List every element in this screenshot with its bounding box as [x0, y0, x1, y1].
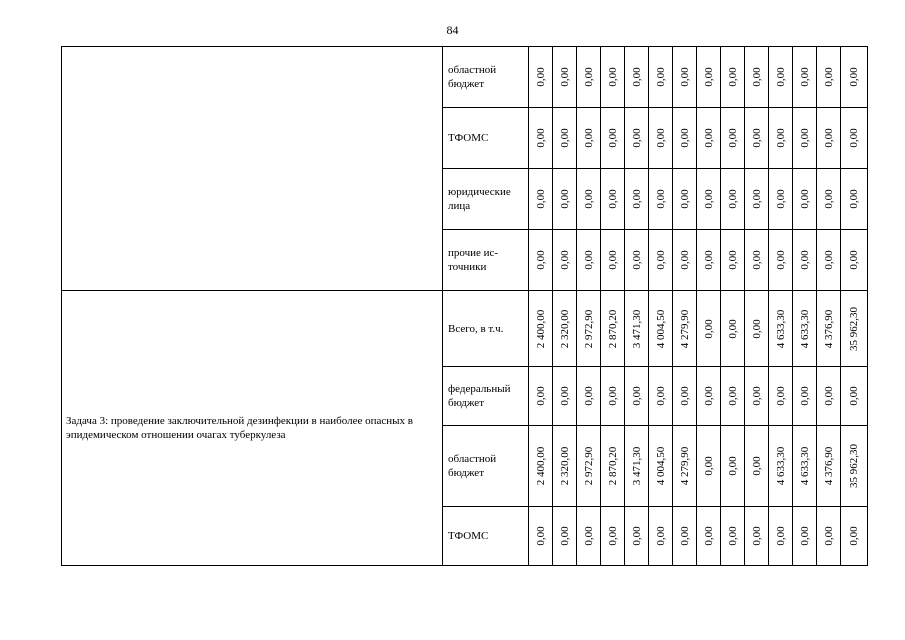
value-cell — [721, 291, 745, 367]
value-cell — [529, 47, 553, 108]
value-cell — [841, 47, 868, 108]
value-cell — [817, 367, 841, 426]
value-text: 4 376,90 — [822, 309, 835, 348]
value-cell — [649, 507, 673, 566]
value-text: 0,00 — [678, 386, 691, 406]
value-cell — [625, 507, 649, 566]
value-cell — [625, 230, 649, 291]
value-text: 0,00 — [750, 318, 763, 339]
value-text: 0,00 — [726, 526, 739, 546]
funding-source-label: областной бюджет — [443, 426, 529, 507]
value-text: 2 320,00 — [558, 446, 571, 486]
value-text: 3 471,30 — [630, 309, 643, 348]
value-text: 0,00 — [678, 128, 691, 148]
value-cell — [841, 108, 868, 169]
value-text: 0,00 — [534, 250, 547, 270]
value-text: 0,00 — [798, 526, 811, 546]
value-cell — [673, 507, 697, 566]
value-cell — [745, 169, 769, 230]
value-cell — [745, 47, 769, 108]
value-cell — [529, 291, 553, 367]
value-cell — [769, 108, 793, 169]
value-text: 0,00 — [750, 67, 763, 87]
value-cell — [601, 507, 625, 566]
value-cell — [673, 108, 697, 169]
value-cell — [649, 291, 673, 367]
value-text: 0,00 — [702, 189, 715, 209]
value-cell — [529, 507, 553, 566]
value-text: 0,00 — [822, 250, 835, 270]
value-text: 2 972,90 — [582, 446, 595, 486]
value-text: 0,00 — [702, 67, 715, 87]
value-cell — [673, 47, 697, 108]
value-text: 0,00 — [822, 128, 835, 148]
value-text: 0,00 — [582, 189, 595, 209]
value-text: 0,00 — [654, 189, 667, 209]
value-cell — [529, 426, 553, 507]
value-text: 4 376,90 — [822, 446, 835, 486]
value-cell — [553, 367, 577, 426]
value-text: 0,00 — [750, 456, 763, 476]
value-cell — [721, 230, 745, 291]
value-cell — [577, 169, 601, 230]
value-text: 0,00 — [606, 128, 619, 148]
value-cell — [769, 507, 793, 566]
value-cell — [553, 169, 577, 230]
value-text: 0,00 — [606, 67, 619, 87]
value-text: 0,00 — [798, 128, 811, 148]
value-cell — [529, 169, 553, 230]
value-cell — [625, 367, 649, 426]
page-number: 84 — [446, 23, 459, 37]
value-text: 4 004,50 — [654, 309, 667, 348]
value-text: 0,00 — [558, 250, 571, 270]
value-cell — [721, 507, 745, 566]
value-text: 0,00 — [558, 189, 571, 209]
value-cell — [577, 507, 601, 566]
value-cell — [817, 47, 841, 108]
value-text: 0,00 — [630, 128, 643, 148]
value-text: 35 962,30 — [848, 306, 860, 351]
funding-source-label: юридические лица — [443, 169, 529, 230]
value-cell — [577, 47, 601, 108]
value-cell — [553, 426, 577, 507]
budget-table-body — [62, 47, 868, 566]
value-text: 4 633,30 — [798, 309, 811, 348]
value-cell — [769, 169, 793, 230]
value-text: 0,00 — [702, 318, 715, 339]
value-cell — [817, 230, 841, 291]
value-text: 0,00 — [822, 526, 835, 546]
value-cell — [817, 507, 841, 566]
value-cell — [841, 507, 868, 566]
value-text: 0,00 — [534, 67, 547, 87]
value-text: 0,00 — [750, 128, 763, 148]
value-cell — [625, 47, 649, 108]
value-cell — [697, 169, 721, 230]
value-text: 0,00 — [630, 67, 643, 87]
value-text: 0,00 — [582, 386, 595, 406]
funding-source-label: Всего, в т.ч. — [443, 291, 529, 367]
value-cell — [721, 367, 745, 426]
value-cell — [841, 291, 868, 367]
value-text: 0,00 — [726, 67, 739, 87]
value-text: 0,00 — [726, 386, 739, 406]
value-text: 4 633,30 — [798, 446, 811, 486]
value-cell — [697, 291, 721, 367]
value-text: 0,00 — [822, 189, 835, 209]
value-text: 0,00 — [678, 250, 691, 270]
value-cell — [553, 108, 577, 169]
value-cell — [793, 291, 817, 367]
value-text: 0,00 — [534, 526, 547, 546]
value-cell — [553, 47, 577, 108]
value-text: 2 870,20 — [606, 309, 619, 348]
value-text: 0,00 — [798, 250, 811, 270]
value-cell — [553, 291, 577, 367]
value-cell — [601, 367, 625, 426]
value-cell — [577, 108, 601, 169]
value-cell — [625, 291, 649, 367]
value-cell — [697, 230, 721, 291]
value-cell — [625, 426, 649, 507]
value-text: 0,00 — [654, 67, 667, 87]
value-text: 0,00 — [678, 526, 691, 546]
funding-source-label: ТФОМС — [443, 108, 529, 169]
value-cell — [577, 426, 601, 507]
value-cell — [601, 108, 625, 169]
value-cell — [553, 230, 577, 291]
value-text: 0,00 — [774, 128, 787, 148]
value-text: 4 633,30 — [774, 309, 787, 348]
value-text: 0,00 — [798, 386, 811, 406]
value-text: 0,00 — [606, 250, 619, 270]
value-cell — [673, 367, 697, 426]
value-cell — [649, 426, 673, 507]
value-cell — [793, 367, 817, 426]
value-text: 0,00 — [726, 128, 739, 148]
value-text: 0,00 — [678, 189, 691, 209]
value-cell — [769, 291, 793, 367]
value-cell — [601, 426, 625, 507]
value-text: 2 400,00 — [534, 309, 547, 348]
value-cell — [793, 108, 817, 169]
value-cell — [529, 230, 553, 291]
value-text: 0,00 — [606, 386, 619, 406]
value-text: 0,00 — [654, 386, 667, 406]
value-cell — [697, 47, 721, 108]
value-text: 0,00 — [726, 250, 739, 270]
value-text: 0,00 — [678, 67, 691, 87]
value-cell — [841, 230, 868, 291]
value-cell — [697, 426, 721, 507]
value-text: 0,00 — [630, 189, 643, 209]
value-cell — [625, 169, 649, 230]
value-text: 4 633,30 — [774, 446, 787, 486]
value-cell — [601, 169, 625, 230]
value-cell — [697, 507, 721, 566]
value-text: 0,00 — [582, 526, 595, 546]
value-cell — [793, 507, 817, 566]
value-text: 0,00 — [582, 67, 595, 87]
value-text: 0,00 — [702, 128, 715, 148]
table-row — [62, 47, 868, 108]
value-cell — [601, 230, 625, 291]
table-row — [62, 291, 868, 367]
value-text: 0,00 — [798, 189, 811, 209]
value-text: 0,00 — [774, 526, 787, 546]
value-cell — [649, 230, 673, 291]
value-cell — [769, 230, 793, 291]
value-cell — [625, 108, 649, 169]
value-cell — [793, 47, 817, 108]
value-text: 35 962,30 — [848, 444, 860, 488]
task-cell-empty — [62, 47, 443, 291]
value-cell — [649, 367, 673, 426]
value-text: 0,00 — [750, 250, 763, 270]
value-text: 0,00 — [726, 318, 739, 339]
value-cell — [577, 367, 601, 426]
value-text: 0,00 — [774, 386, 787, 406]
value-text: 0,00 — [534, 128, 547, 148]
value-text: 0,00 — [848, 526, 860, 546]
value-text: 0,00 — [774, 250, 787, 270]
value-text: 0,00 — [702, 526, 715, 546]
value-text: 0,00 — [750, 189, 763, 209]
value-text: 4 279,90 — [678, 309, 691, 348]
value-text: 0,00 — [822, 67, 835, 87]
value-text: 2 320,00 — [558, 309, 571, 348]
value-text: 4 279,90 — [678, 446, 691, 486]
value-text: 0,00 — [654, 526, 667, 546]
value-text: 0,00 — [654, 128, 667, 148]
value-cell — [745, 108, 769, 169]
value-text: 0,00 — [582, 128, 595, 148]
value-text: 0,00 — [726, 456, 739, 476]
value-text: 0,00 — [630, 250, 643, 270]
value-text: 0,00 — [534, 386, 547, 406]
value-cell — [745, 291, 769, 367]
value-cell — [721, 169, 745, 230]
value-cell — [721, 108, 745, 169]
value-text: 0,00 — [558, 128, 571, 148]
value-text: 0,00 — [848, 67, 860, 87]
value-cell — [841, 367, 868, 426]
value-cell — [697, 108, 721, 169]
funding-source-label: федеральный бюджет — [443, 367, 529, 426]
value-cell — [529, 108, 553, 169]
value-cell — [817, 291, 841, 367]
value-cell — [529, 367, 553, 426]
value-text: 0,00 — [558, 67, 571, 87]
budget-table — [61, 46, 868, 566]
value-text: 0,00 — [558, 526, 571, 546]
value-text: 2 870,20 — [606, 446, 619, 486]
value-text: 2 400,00 — [534, 446, 547, 486]
value-text: 0,00 — [582, 250, 595, 270]
value-text: 0,00 — [822, 386, 835, 406]
value-cell — [553, 507, 577, 566]
value-cell — [817, 108, 841, 169]
value-cell — [673, 291, 697, 367]
value-cell — [649, 169, 673, 230]
funding-source-label: областной бюджет — [443, 47, 529, 108]
value-cell — [769, 367, 793, 426]
value-cell — [601, 47, 625, 108]
value-text: 0,00 — [848, 128, 860, 148]
value-text: 0,00 — [630, 526, 643, 546]
value-text: 2 972,90 — [582, 309, 595, 348]
value-cell — [673, 426, 697, 507]
value-text: 0,00 — [534, 189, 547, 209]
value-cell — [673, 169, 697, 230]
value-cell — [673, 230, 697, 291]
value-text: 0,00 — [750, 526, 763, 546]
value-text: 0,00 — [702, 386, 715, 406]
value-text: 0,00 — [606, 189, 619, 209]
value-cell — [817, 426, 841, 507]
value-cell — [745, 367, 769, 426]
value-cell — [697, 367, 721, 426]
value-cell — [841, 426, 868, 507]
value-text: 0,00 — [848, 250, 860, 270]
value-text: 0,00 — [558, 386, 571, 406]
value-text: 4 004,50 — [654, 446, 667, 486]
value-text: 0,00 — [654, 250, 667, 270]
value-cell — [841, 169, 868, 230]
funding-source-label: прочие ис-точники — [443, 230, 529, 291]
value-cell — [745, 426, 769, 507]
value-cell — [577, 291, 601, 367]
funding-source-label: ТФОМС — [443, 507, 529, 566]
value-text: 0,00 — [774, 67, 787, 87]
value-cell — [721, 426, 745, 507]
value-text: 0,00 — [702, 456, 715, 476]
value-cell — [649, 47, 673, 108]
value-text: 0,00 — [606, 526, 619, 546]
value-text: 3 471,30 — [630, 446, 643, 486]
value-cell — [601, 291, 625, 367]
value-cell — [793, 169, 817, 230]
value-text: 0,00 — [750, 386, 763, 406]
value-cell — [793, 426, 817, 507]
value-cell — [577, 230, 601, 291]
value-cell — [769, 426, 793, 507]
value-text: 0,00 — [726, 189, 739, 209]
value-cell — [769, 47, 793, 108]
value-text: 0,00 — [702, 250, 715, 270]
value-cell — [649, 108, 673, 169]
value-cell — [817, 169, 841, 230]
value-cell — [721, 47, 745, 108]
value-cell — [745, 230, 769, 291]
value-cell — [793, 230, 817, 291]
value-text: 0,00 — [848, 189, 860, 209]
value-text: 0,00 — [774, 189, 787, 209]
value-cell — [745, 507, 769, 566]
value-text: 0,00 — [630, 386, 643, 406]
value-text: 0,00 — [798, 67, 811, 87]
task-3-label: Задача 3: проведение заключительной дезинфекции в наиболее опасных в эпидемическом отношении очагах туберкулеза — [62, 291, 443, 566]
value-text: 0,00 — [848, 386, 860, 406]
